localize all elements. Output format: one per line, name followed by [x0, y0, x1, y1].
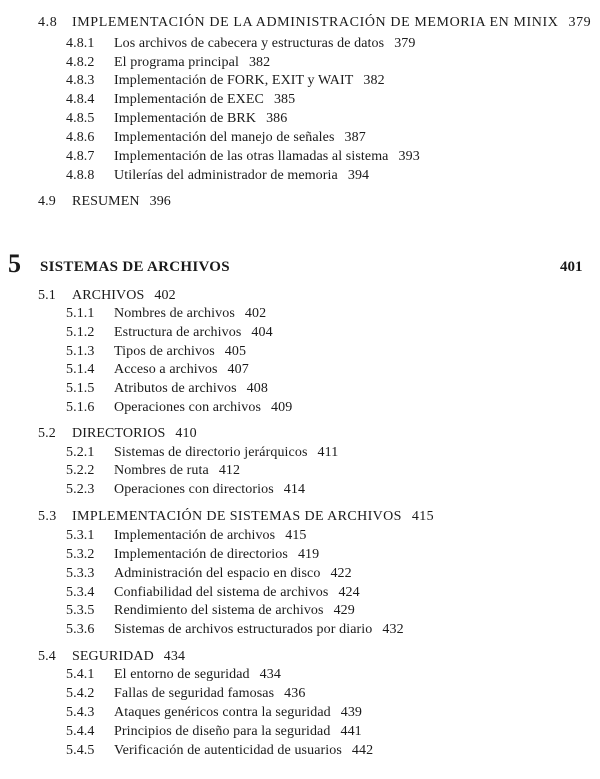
toc-entry-5-1: [38, 287, 176, 304]
entry-page: 422: [330, 566, 352, 581]
entry-page: 404: [251, 325, 273, 340]
toc-entry-5-1-1: [66, 305, 266, 322]
entry-number: 5.1.6: [66, 400, 95, 415]
entry-number: 4.8.8: [66, 168, 95, 183]
entry-title: Implementación de FORK, EXIT y WAIT: [114, 73, 354, 88]
entry-page: 382: [363, 73, 385, 88]
entry-title: IMPLEMENTACIÓN DE LA ADMINISTRACIÓN DE MEMORIA EN MINIX: [72, 15, 559, 30]
entry-title: Fallas de seguridad famosas: [114, 686, 275, 701]
toc-entry-5-3-5: [66, 602, 355, 619]
entry-page: 415: [411, 509, 435, 524]
entry-title: Implementación de BRK: [114, 111, 257, 126]
entry-number: 5.3.6: [66, 622, 95, 637]
entry-title: Implementación de las otras llamadas al sistema: [114, 149, 389, 164]
entry-number: 5.3.1: [66, 528, 95, 543]
toc-entry-4-8-7: [66, 148, 420, 165]
entry-title: Atributos de archivos: [114, 381, 237, 396]
entry-title: Utilerías del administrador de memoria: [114, 168, 338, 183]
toc-entry-5-4-1: [66, 666, 281, 683]
entry-number: 5.1.2: [66, 325, 95, 340]
entry-page: 379: [394, 36, 416, 51]
entry-title: Verificación de autenticidad de usuarios: [114, 743, 342, 758]
entry-title: Los archivos de cabecera y estructuras de datos: [114, 36, 385, 51]
entry-page: 409: [271, 400, 293, 415]
entry-title: IMPLEMENTACIÓN DE SISTEMAS DE ARCHIVOS: [72, 509, 402, 524]
entry-number: 4.8.7: [66, 149, 95, 164]
entry-title: Confiabilidad del sistema de archivos: [114, 585, 329, 600]
entry-title: Estructura de archivos: [114, 325, 242, 340]
entry-number: 4.8.3: [66, 73, 95, 88]
entry-number: 4.9: [38, 194, 56, 209]
entry-page: 405: [224, 344, 247, 359]
entry-title: Implementación de EXEC: [114, 92, 264, 107]
toc-entry-5-3-4: [66, 584, 360, 601]
entry-title: Rendimiento del sistema de archivos: [114, 603, 324, 618]
entry-page: 415: [285, 528, 307, 543]
entry-number: 4.8.5: [66, 111, 95, 126]
entry-title: Nombres de archivos: [114, 306, 235, 321]
toc-entry-5-3-1: [66, 527, 307, 544]
toc-entry-4-8-4: [66, 91, 295, 108]
toc-entry-4-8-6: [66, 129, 366, 146]
entry-page: 393: [398, 149, 420, 164]
entry-title: Implementación del manejo de señales: [114, 130, 335, 145]
entry-number: 5.2.2: [66, 463, 95, 478]
entry-page: 434: [163, 649, 186, 664]
entry-page: 407: [227, 362, 249, 377]
entry-page: 411: [317, 445, 339, 460]
entry-page: 382: [248, 55, 271, 70]
entry-number: 5.1.3: [66, 344, 95, 359]
entry-page: 419: [297, 547, 320, 562]
entry-number: 5.3.3: [66, 566, 95, 581]
entry-title: Implementación de archivos: [114, 528, 276, 543]
entry-number: 5.2.3: [66, 482, 95, 497]
entry-title: Acceso a archivos: [114, 362, 218, 377]
entry-page: 439: [340, 705, 363, 720]
entry-title: Principios de diseño para la seguridad: [114, 724, 331, 739]
toc-entry-5-1-3: [66, 343, 246, 360]
toc-entry-5-3-2: [66, 546, 319, 563]
entry-number: 4.8.4: [66, 92, 95, 107]
toc-entry-4-8-8: [66, 167, 369, 184]
entry-page: 408: [246, 381, 268, 396]
entry-title: DIRECTORIOS: [72, 426, 166, 441]
entry-title: Ataques genéricos contra la seguridad: [114, 705, 331, 720]
entry-page: 396: [149, 194, 171, 209]
entry-number: 5.3: [38, 509, 57, 524]
chapter-number: 5: [8, 249, 21, 278]
entry-page: 434: [259, 667, 281, 682]
chapter-page: 401: [560, 259, 583, 275]
entry-number: 5.4: [38, 649, 56, 664]
entry-number: 5.3.5: [66, 603, 95, 618]
toc-entry-5-2-1: [66, 444, 338, 461]
toc-entry-5-4-3: [66, 704, 362, 721]
entry-page: 436: [284, 686, 306, 701]
toc-entry-5-2: [38, 425, 197, 442]
chapter-title: SISTEMAS DE ARCHIVOS: [40, 259, 230, 275]
entry-page: 394: [347, 168, 370, 183]
toc-entry-5-4-4: [66, 723, 362, 740]
entry-number: 5.2: [38, 426, 56, 441]
toc-entry-5-2-3: [66, 481, 305, 498]
entry-number: 4.8: [38, 15, 58, 30]
toc-entry-4-9: [38, 193, 171, 210]
entry-page: 414: [283, 482, 306, 497]
toc-entry-4-8-1: [66, 35, 416, 52]
toc-entry-5-1-2: [66, 324, 273, 341]
entry-page: 387: [344, 130, 366, 145]
entry-page: 442: [351, 743, 374, 758]
toc-entry-5-3: [38, 508, 434, 525]
entry-title: RESUMEN: [72, 194, 140, 209]
entry-number: 5.4.1: [66, 667, 95, 682]
entry-page: 402: [244, 306, 267, 321]
entry-title: Tipos de archivos: [114, 344, 215, 359]
entry-number: 5.4.5: [66, 743, 95, 758]
entry-title: ARCHIVOS: [72, 288, 145, 303]
toc-entry-5-1-6: [66, 399, 292, 416]
entry-page: 441: [340, 724, 362, 739]
entry-title: Operaciones con directorios: [114, 482, 274, 497]
toc-entry-5-4-5: [66, 742, 373, 759]
toc-entry-4-8-2: [66, 54, 270, 71]
entry-title: Nombres de ruta: [114, 463, 209, 478]
entry-page: 410: [175, 426, 197, 441]
entry-number: 5.1.4: [66, 362, 95, 377]
entry-number: 5.4.3: [66, 705, 95, 720]
toc-entry-5-1-5: [66, 380, 268, 397]
entry-number: 5.4.2: [66, 686, 95, 701]
entry-number: 5.3.2: [66, 547, 95, 562]
toc-entry-5-1-4: [66, 361, 249, 378]
entry-page: 385: [273, 92, 296, 107]
entry-title: Operaciones con archivos: [114, 400, 262, 415]
toc-entry-5-3-6: [66, 621, 404, 638]
entry-page: 432: [382, 622, 404, 637]
entry-number: 5.1.1: [66, 306, 95, 321]
entry-title: Sistemas de archivos estructurados por diario: [114, 622, 373, 637]
entry-page: 379: [568, 15, 592, 30]
toc-entry-4-8-3: [66, 72, 385, 89]
toc-entry-4-8: [38, 14, 591, 31]
entry-title: Implementación de directorios: [114, 547, 288, 562]
entry-page: 412: [218, 463, 241, 478]
entry-title: El programa principal: [114, 55, 239, 70]
entry-number: 5.1.5: [66, 381, 95, 396]
entry-page: 429: [333, 603, 355, 618]
entry-number: 5.4.4: [66, 724, 95, 739]
entry-number: 5.3.4: [66, 585, 95, 600]
entry-title: El entorno de seguridad: [114, 667, 250, 682]
entry-number: 5.2.1: [66, 445, 95, 460]
toc-entry-5-4: [38, 648, 185, 665]
entry-number: 4.8.2: [66, 55, 95, 70]
entry-page: 424: [338, 585, 360, 600]
entry-title: Sistemas de directorio jerárquicos: [114, 445, 308, 460]
entry-number: 5.1: [38, 288, 56, 303]
entry-title: Administración del espacio en disco: [114, 566, 321, 581]
entry-number: 4.8.6: [66, 130, 95, 145]
toc-entry-5-4-2: [66, 685, 305, 702]
entry-page: 386: [266, 111, 288, 126]
toc-entry-4-8-5: [66, 110, 287, 127]
entry-title: SEGURIDAD: [72, 649, 154, 664]
toc-entry-5-3-3: [66, 565, 352, 582]
entry-page: 402: [154, 288, 176, 303]
entry-number: 4.8.1: [66, 36, 95, 51]
toc-entry-5-2-2: [66, 462, 240, 479]
